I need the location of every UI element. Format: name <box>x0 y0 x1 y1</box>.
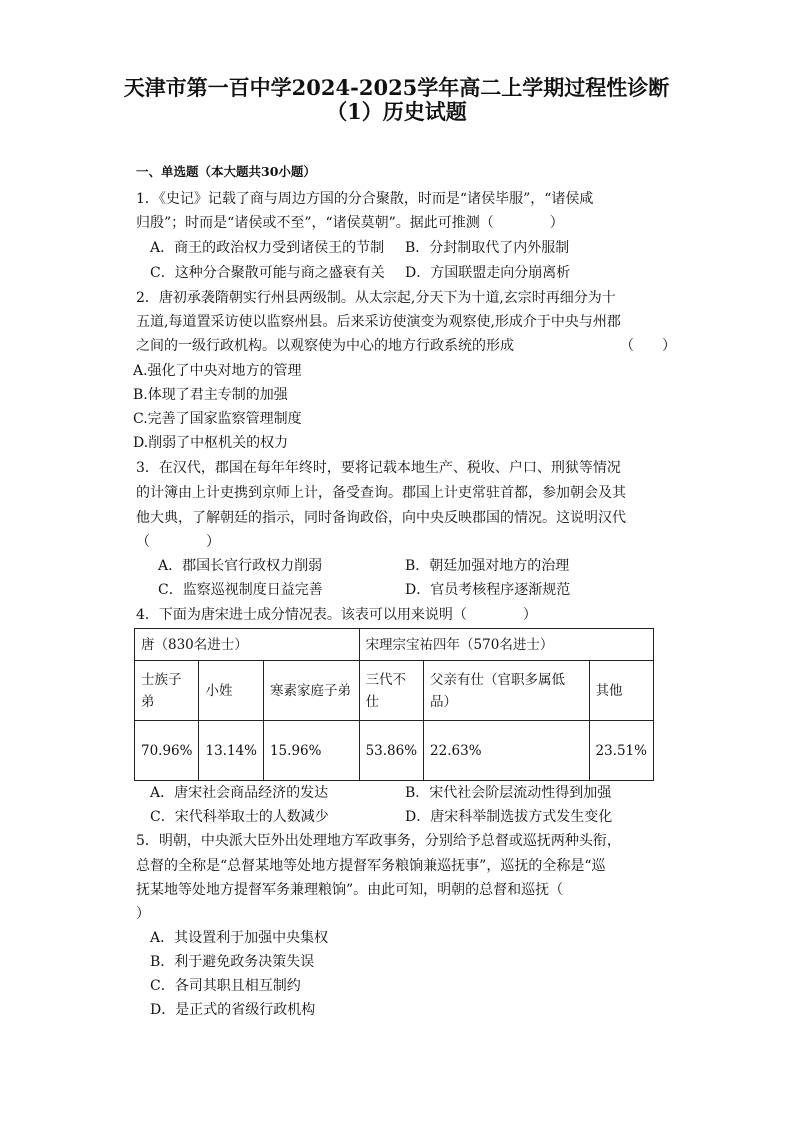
q2-option-a: A.强化了中央对地方的管理 <box>133 363 302 379</box>
q5-stem-line3: 抚某地等处地方提督军务兼理粮饷”。由此可知，明朝的总督和巡抚（ <box>136 882 564 898</box>
section-header: 一、单选题（本大题共30小题） <box>136 164 316 179</box>
q2-option-b: B.体现了君主专制的加强 <box>133 387 288 403</box>
table-cell: 15.96% <box>263 721 359 781</box>
q5-stem-line2: 总督的全称是“总督某地等处地方提督军务粮饷兼巡抚事”，巡抚的全称是“巡 <box>136 858 606 874</box>
q3-stem-line2: 的计簿由上计吏携到京师上计，备受查询。郡国上计吏常驻首都，参加朝会及其 <box>136 485 626 501</box>
q3-stem-line3: 他大典，了解朝廷的指示，同时备询政俗，向中央反映郡国的情况。这说明汉代 <box>136 510 626 526</box>
table-col-header: 其他 <box>589 661 654 721</box>
table-cell: 53.86% <box>359 721 423 781</box>
table-col-header: 父亲有仕（官职多属低品） <box>424 661 589 721</box>
q5-option-a: A．其设置利于加强中央集权 <box>150 930 329 946</box>
jinshi-table <box>134 628 654 781</box>
q5-option-b: B．利于避免政务决策失误 <box>150 954 315 970</box>
q1-stem-line2: 归殷”；时而是“诸侯或不至”，“诸侯莫朝”。据此可推测（ ） <box>136 215 564 231</box>
q1-option-c: C．这种分合聚散可能与商之盛衰有关 <box>150 265 385 281</box>
q3-option-c: C．监察巡视制度日益完善 <box>158 582 323 598</box>
table-cell: 23.51% <box>589 721 654 781</box>
q4-option-b: B．宋代社会阶层流动性得到加强 <box>405 785 612 801</box>
q1-option-d: D．方国联盟走向分崩离析 <box>405 265 571 281</box>
q3-option-a: A．郡国长官行政权力削弱 <box>158 558 323 574</box>
q4-stem-line1: 4．下面为唐宋进士成分情况表。该表可以用来说明（ ） <box>136 607 537 623</box>
table-cell: 13.14% <box>199 721 263 781</box>
q2-answer-paren: （ ） <box>620 338 676 354</box>
q2-stem-line1: 2．唐初承袭隋朝实行州县两级制。从太宗起,分天下为十道,玄宗时再细分为十 <box>136 290 616 306</box>
q4-option-d: D．唐宋科举制选拔方式发生变化 <box>405 809 613 825</box>
table-col-header: 小姓 <box>199 661 263 721</box>
q2-stem-line3: 之间的一级行政机构。以观察使为中心的地方行政系统的形成 <box>136 338 514 354</box>
table-col-header: 士族子弟 <box>135 661 199 721</box>
q2-option-c: C.完善了国家监察管理制度 <box>133 411 302 427</box>
page-subtitle: （1）历史试题 <box>326 99 467 124</box>
table-header-song: 宋理宗宝祐四年（570名进士） <box>359 629 653 661</box>
table-col-header: 三代不仕 <box>359 661 423 721</box>
q1-option-a: A．商王的政治权力受到诸侯王的节制 <box>150 240 385 256</box>
q3-option-d: D．官员考核程序逐渐规范 <box>405 582 571 598</box>
table-cell: 22.63% <box>424 721 589 781</box>
table-col-header: 寒素家庭子弟 <box>263 661 359 721</box>
table-header-tang: 唐（830名进士） <box>135 629 360 661</box>
table-cell: 70.96% <box>135 721 199 781</box>
q5-stem-line4: ） <box>136 906 150 922</box>
q2-option-d: D.削弱了中枢机关的权力 <box>133 435 289 451</box>
q4-option-a: A．唐宋社会商品经济的发达 <box>150 785 329 801</box>
q4-option-c: C．宋代科举取士的人数减少 <box>150 809 329 825</box>
q1-option-b: B．分封制取代了内外服制 <box>405 240 570 256</box>
q2-stem-line2: 五道,每道置采访使以监察州县。后来采访使演变为观察使,形成介于中央与州郡 <box>136 314 621 330</box>
q5-option-d: D．是正式的省级行政机构 <box>150 1002 316 1018</box>
q5-option-c: C．各司其职且相互制约 <box>150 978 301 994</box>
q3-stem-line4: （ ） <box>136 534 220 550</box>
page-title: 天津市第一百中学2024-2025学年高二上学期过程性诊断 <box>123 75 670 100</box>
q3-stem-line1: 3．在汉代，郡国在每年年终时，要将记载本地生产、税收、户口、刑狱等情况 <box>136 460 621 476</box>
q5-stem-line1: 5．明朝，中央派大臣外出处理地方军政事务，分别给予总督或巡抚两种头衔， <box>136 833 621 849</box>
q3-option-b: B．朝廷加强对地方的治理 <box>405 558 570 574</box>
q1-stem-line1: 1．《史记》记载了商与周边方国的分合聚散，时而是“诸侯毕服”，“诸侯咸 <box>136 191 594 207</box>
